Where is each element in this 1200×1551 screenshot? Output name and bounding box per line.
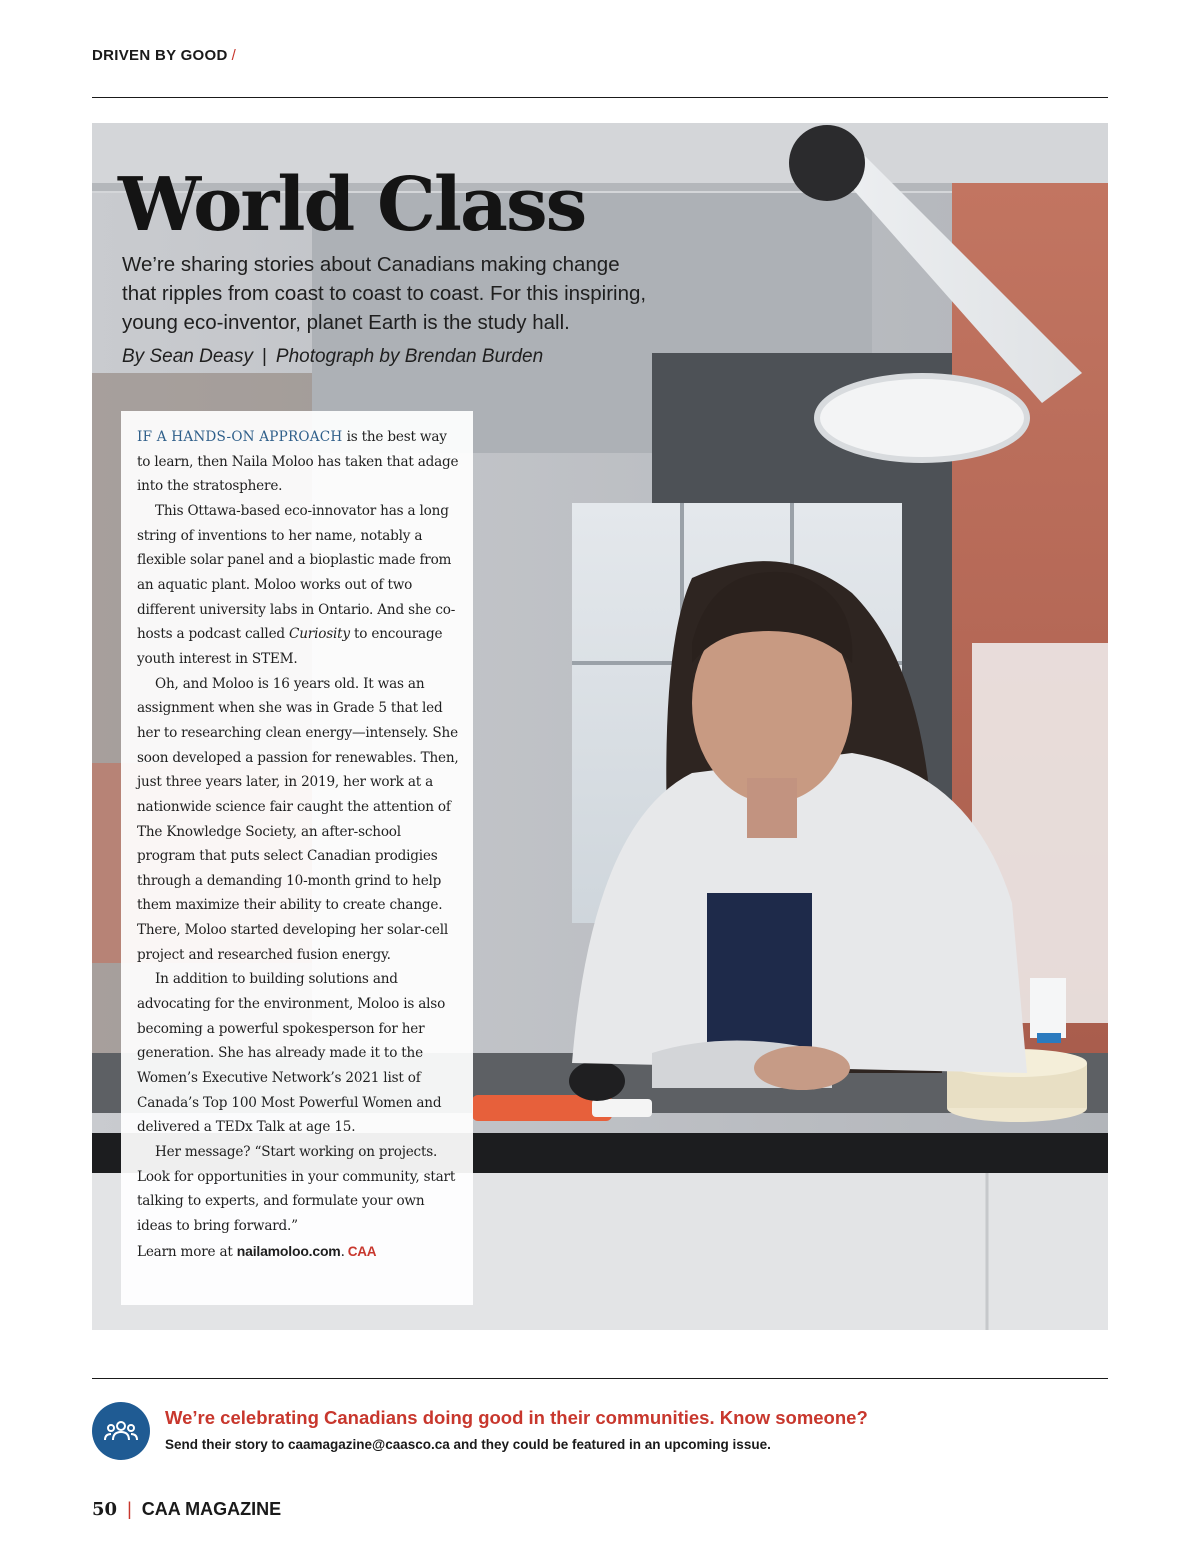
section-tag	[92, 47, 236, 64]
page-footer	[92, 1499, 281, 1520]
byline-separator: |	[261, 346, 267, 367]
article-body	[137, 425, 461, 1264]
promo-rule	[92, 1378, 1108, 1379]
article-title: World Class	[118, 162, 586, 248]
learn-more-text: Learn more at	[137, 1243, 237, 1260]
promo-headline: We’re celebrating Canadians doing good in their communities. Know someone?	[165, 1407, 868, 1428]
byline-author: By Sean Deasy	[122, 346, 253, 367]
paragraph-4: In addition to building solutions and advocating for the environment, Moloo is also becoming a powerful spokesperson for her generation. She has already made it to the Women’s Executive Network’s 2021 list of Canada’s Top 100 Most Powerful Women and delivered a TEDx Talk at age 15.	[137, 971, 446, 1136]
article-dek: We’re sharing stories about Canadians making change that ripples from coast to coast to coast. For this inspiring, young eco-inventor, planet Earth is the study hall.	[122, 253, 647, 334]
paragraph-2-start: This Ottawa-based eco-innovator has a long string of inventions to her name, notably a flexible solar panel and a bioplastic made from an aquatic plant. Moloo works out of two different university labs in Ontario. And she co-hosts a podcast called	[137, 502, 456, 643]
promo-subline: Send their story to caamagazine@caasco.ca and they could be featured in an upcoming issue.	[165, 1437, 771, 1452]
paragraph-3: Oh, and Moloo is 16 years old. It was an assignment when she was in Grade 5 that led her to researching clean energy—intensely. She soon developed a passion for renewables. Then, just three years later, in 2019, her work at a nationwide science fair caught the attention of The Knowledge Society, an after-school program that puts select Canadian prodigies through a demanding 10-month grind to help them maximize their ability to create change. There, Moloo started developing her solar-cell project and researched fusion energy.	[137, 675, 459, 963]
paragraph-2	[137, 499, 461, 672]
lead-in: IF A HANDS-ON APPROACH	[137, 429, 343, 445]
byline	[122, 346, 543, 368]
section-slash: /	[231, 47, 237, 64]
footer-separator: |	[127, 1499, 132, 1519]
website-link[interactable]: nailamoloo.com	[236, 1242, 341, 1259]
page-number: 50	[92, 1499, 118, 1520]
header-rule	[92, 97, 1108, 98]
people-group-icon	[92, 1402, 150, 1460]
paragraph-2-end: to encourage youth interest in STEM.	[137, 626, 443, 667]
paragraph-1	[137, 425, 461, 499]
paragraph-5: Her message? “Start working on projects. Look for opportunities in your community, start talking to experts, and formulate your own ideas to bring forward.”	[137, 1144, 456, 1234]
end-mark: CAA	[347, 1243, 377, 1259]
section-label: DRIVEN BY GOOD	[92, 47, 228, 64]
publication-name: CAA MAGAZINE	[141, 1499, 282, 1519]
byline-photo-credit: Photograph by Brendan Burden	[275, 346, 544, 367]
paragraph-1-text: is the best way to learn, then Naila Moloo has taken that adage into the stratosphere.	[137, 429, 459, 495]
fume-hood	[817, 376, 1027, 460]
period: .	[340, 1243, 345, 1260]
bulb	[569, 1061, 625, 1101]
podcast-title: Curiosity	[289, 626, 350, 643]
ceiling-camera	[789, 125, 865, 201]
bottle	[1030, 978, 1066, 1038]
learn-more-line	[137, 1239, 461, 1265]
